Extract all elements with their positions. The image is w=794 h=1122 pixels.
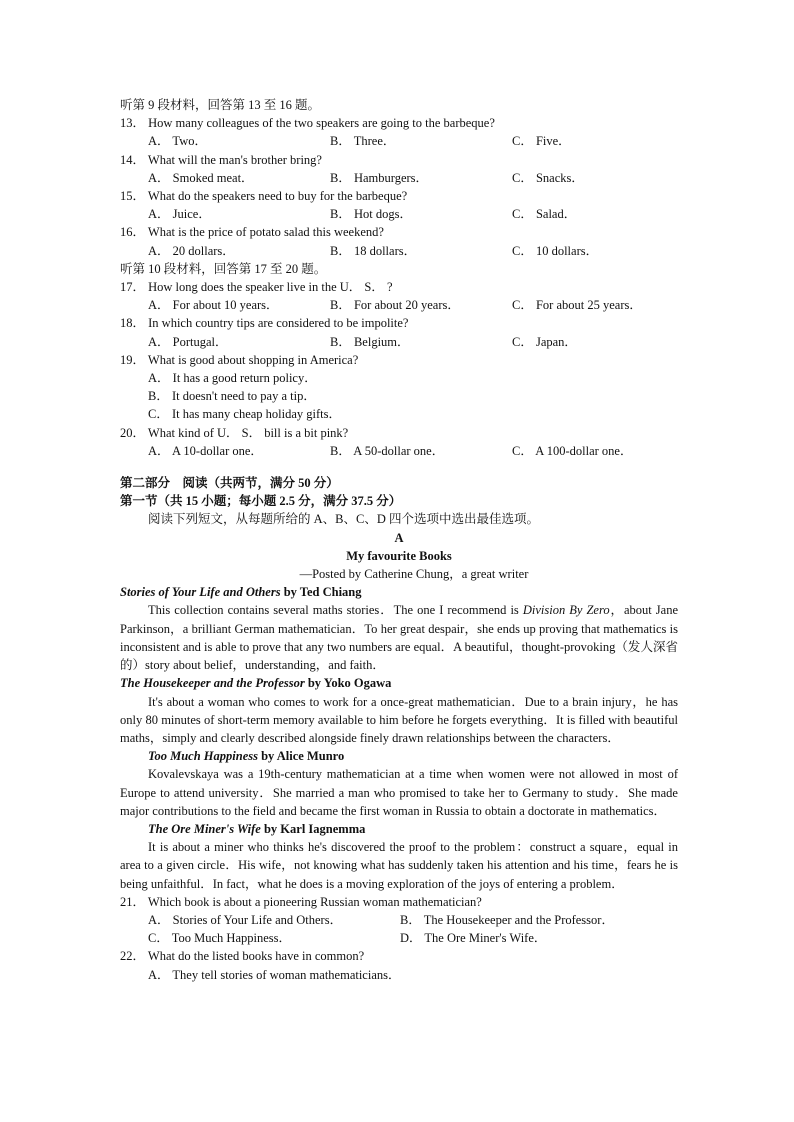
question-stem: 13． How many colleagues of the two speakers are going to the barbeque? <box>120 116 495 131</box>
question-stem: 20． What kind of U． S． bill is a bit pink? <box>120 425 349 440</box>
option-c[interactable]: C． Japan． <box>512 334 577 349</box>
passage-title: My favourite Books <box>346 548 452 563</box>
option-b[interactable]: B． The Housekeeper and the Professor． <box>400 912 614 927</box>
book-title: Too Much Happiness <box>148 749 258 764</box>
exam-page <box>120 96 678 984</box>
question-stem: 21． Which book is about a pioneering Russian woman mathematician? <box>120 894 482 909</box>
option-c[interactable]: C． Five． <box>512 134 571 149</box>
book-heading <box>120 674 678 692</box>
option-c[interactable]: C． A 100-dollar one． <box>512 443 633 458</box>
question-stem: 16． What is the price of potato salad this weekend? <box>120 225 384 240</box>
section-heading: 听第 9 段材料，回答第 13 至 16 题。 <box>120 98 321 112</box>
text-part: This collection contains several maths stories．The one I recommend is <box>148 603 523 618</box>
option-b[interactable]: B． A 50-dollar one． <box>330 443 445 458</box>
book-description: It's about a woman who comes to work for a once-great mathematician．Due to a brain injury，he has only 80 minutes of short-term memory available to him before he forgets everything．It is filled with beautiful maths，simply and clearly described alongside finely drawn relationships between the characters． <box>120 694 678 745</box>
instruction: 阅读下列短文，从每题所给的 A、B、C、D 四个选项中选出最佳选项。 <box>148 512 539 527</box>
book-author: by Yoko Ogawa <box>304 676 392 691</box>
book-heading <box>120 583 678 601</box>
section-heading: 听第 10 段材料，回答第 17 至 20 题。 <box>120 261 327 276</box>
book-title: The Housekeeper and the Professor <box>120 676 305 691</box>
option-b[interactable]: B． Belgium． <box>330 334 410 349</box>
option-b[interactable]: B． 18 dollars． <box>330 243 417 258</box>
book-author: by Alice Munro <box>257 749 345 764</box>
option-b[interactable]: B． Hot dogs． <box>330 207 412 222</box>
book-description <box>120 601 678 674</box>
option-c[interactable]: C． For about 25 years． <box>512 298 642 313</box>
byline: —Posted by Catherine Chung，a great writer <box>299 567 529 582</box>
text-part: ，about Jane Parkinson，a brilliant German mathematician．To her great despair，she ends up proving that mathematics is inconsistent and is able to prove that any two numbers are equal．A beautiful，thought-provoking（发人深省的）story about belief，understanding，and faith． <box>120 603 679 673</box>
option-row <box>120 442 678 460</box>
option-a[interactable]: A． A 10-dollar one． <box>148 443 263 458</box>
option-row <box>120 911 678 929</box>
part-title: 第二部分 阅读（共两节，满分 50 分） <box>120 476 339 491</box>
question-stem: 15． What do the speakers need to buy for the barbeque? <box>120 189 408 204</box>
option-row <box>120 296 678 314</box>
section-title: 第一节（共 15 小题；每小题 2.5 分，满分 37.5 分） <box>120 494 402 509</box>
book-heading <box>120 747 678 765</box>
option-b[interactable]: B． It doesn't need to pay a tip． <box>148 389 316 404</box>
book-description: Kovalevskaya was a 19th-century mathematician at a time when women were not allowed in most of Europe to attend university．She married a man who promised to take her to Germany to study．She made major contributions to the field and became the first woman in Russia to obtain a doctorate in mathematics． <box>120 767 678 818</box>
option-row <box>120 242 678 260</box>
option-row <box>120 929 678 947</box>
option-row <box>120 333 678 351</box>
book-title: Stories of Your Life and Others <box>120 585 281 600</box>
book-description: It is about a miner who thinks he's discovered the proof to the problem：construct a square，equal in area to a given circle．His wife，not knowing what has suddenly taken his attention and his time，fears he is being unfaithful．In fact，what he does is a moving exploration of the joys of entering a problem． <box>120 840 678 891</box>
option-row <box>120 132 678 150</box>
option-b[interactable]: B． Hamburgers． <box>330 170 429 185</box>
option-a[interactable]: A． 20 dollars． <box>148 243 235 258</box>
option-c[interactable]: C． Too Much Happiness． <box>148 931 291 946</box>
book-author: by Karl Iagnemma <box>260 821 366 836</box>
option-a[interactable]: A． Smoked meat． <box>148 170 254 185</box>
question-stem: 19． What is good about shopping in America? <box>120 352 359 367</box>
option-a[interactable]: A． Two． <box>148 134 207 149</box>
option-a[interactable]: A． Juice． <box>148 207 211 222</box>
question-stem: 22． What do the listed books have in common? <box>120 949 365 964</box>
option-d[interactable]: D． The Ore Miner's Wife． <box>400 931 547 946</box>
option-a[interactable]: A． They tell stories of woman mathematicians． <box>148 967 401 982</box>
option-c[interactable]: C． It has many cheap holiday gifts． <box>148 407 342 422</box>
option-row <box>120 205 678 223</box>
option-a[interactable]: A． Portugal． <box>148 334 228 349</box>
book-heading <box>120 820 678 838</box>
option-b[interactable]: B． Three． <box>330 134 396 149</box>
option-c[interactable]: C． Snacks． <box>512 170 584 185</box>
option-a[interactable]: A． It has a good return policy． <box>148 371 317 386</box>
option-a[interactable]: A． Stories of Your Life and Others． <box>148 912 343 927</box>
option-row <box>120 169 678 187</box>
question-stem: 17． How long does the speaker live in the U． S． ? <box>120 280 393 295</box>
passage-letter: A <box>394 530 404 545</box>
option-c[interactable]: C． Salad． <box>512 207 577 222</box>
story-title: Division By Zero <box>522 603 610 618</box>
question-stem: 14． What will the man's brother bring? <box>120 152 322 167</box>
option-c[interactable]: C． 10 dollars． <box>512 243 599 258</box>
option-b[interactable]: B． For about 20 years． <box>330 298 460 313</box>
book-title: The Ore Miner's Wife <box>148 821 261 836</box>
book-author: by Ted Chiang <box>280 585 362 600</box>
option-a[interactable]: A． For about 10 years． <box>148 298 279 313</box>
question-stem: 18． In which country tips are considered to be impolite? <box>120 316 409 331</box>
